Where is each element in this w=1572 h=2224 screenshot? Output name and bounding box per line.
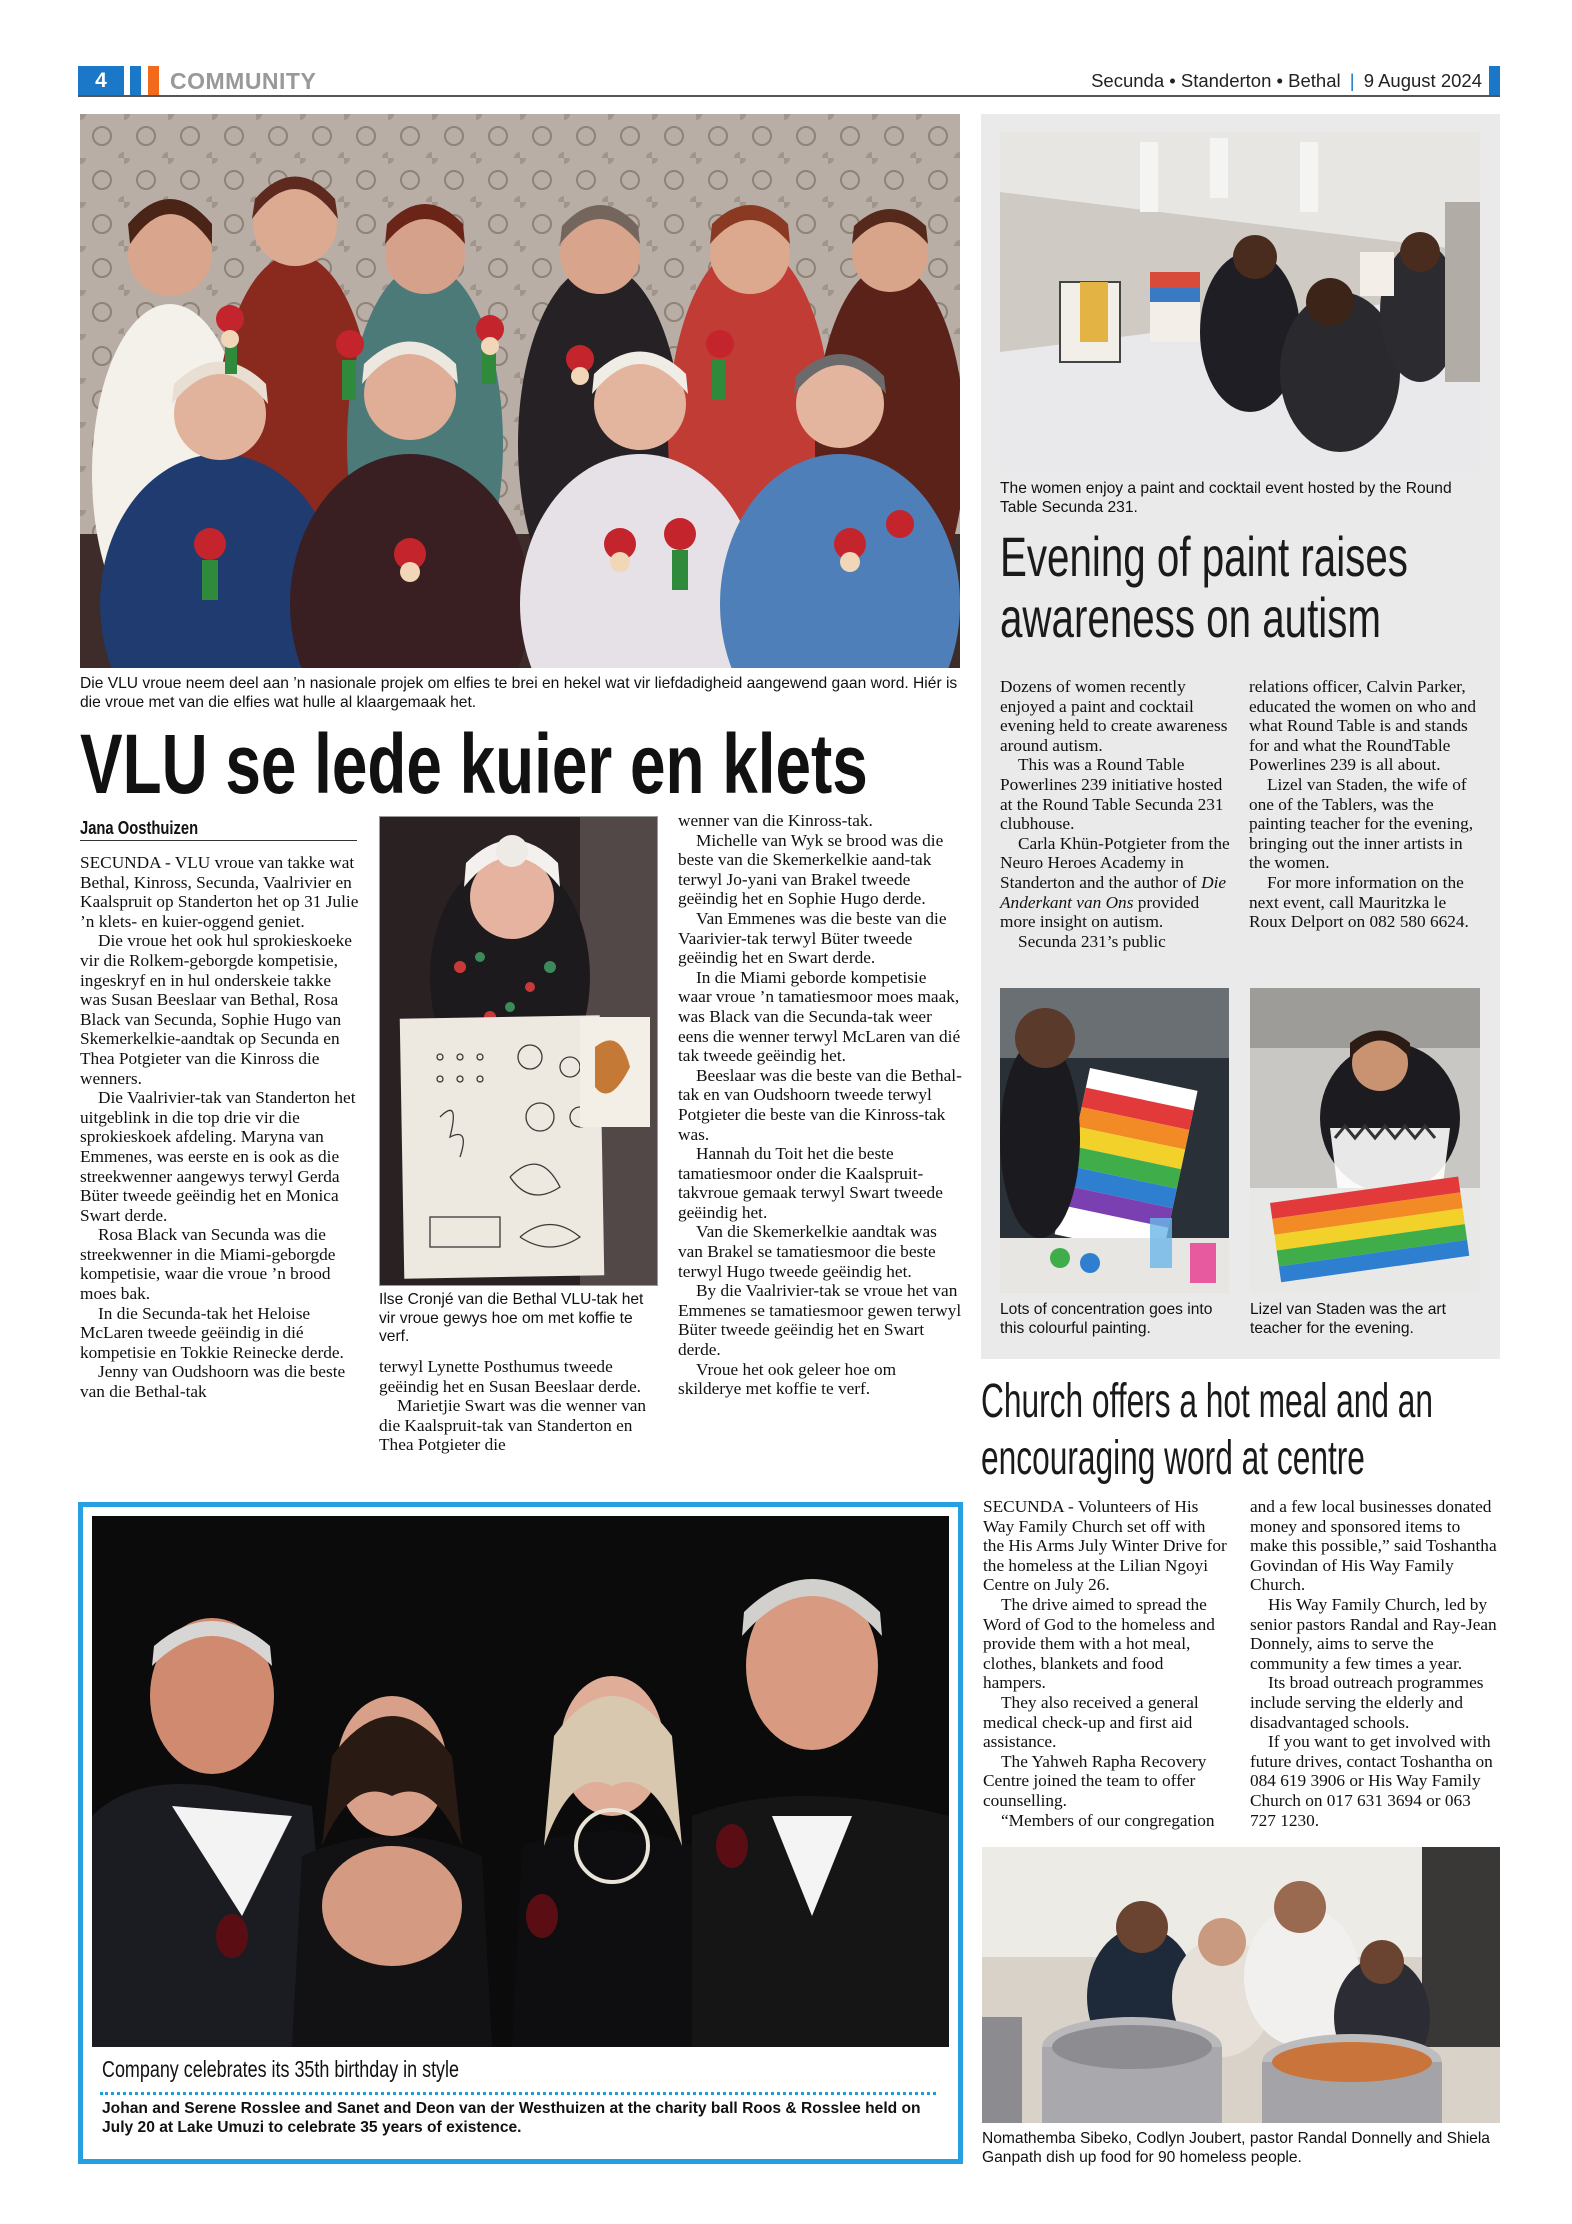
header-separator: | [1349, 70, 1355, 91]
church-col1-p2: The drive aimed to spread the Word of God to the homeless and provide them with a hot meal, clothes, blankets and food hampers. [983, 1594, 1215, 1693]
church-col2-p3: Its broad outreach programmes include serving the elderly and disadvantaged schools. [1250, 1673, 1484, 1732]
rainbow-painting-caption: Lots of concentration goes into this colourful painting. [1000, 1301, 1213, 1337]
vlu-col1-p4: Rosa Black van Secunda was die streekwenner in die Miami-geborgde kompetisie, waar die vroue ’n brood moes bak. [80, 1225, 336, 1304]
header-accent-blue [130, 66, 141, 96]
section-label: COMMUNITY [170, 68, 317, 94]
church-headline-line2: encouraging word at centre [981, 1432, 1365, 1485]
vlu-group-photo [80, 114, 960, 668]
vlu-photo-caption: Die VLU vroue neem deel aan ’n nasionale projek om elfies te brei en hekel wat vir liefdadigheid aangewend gaan word. Hiér is die vroue met van die elfies wat hulle al klaargemaak het. [80, 675, 958, 711]
edition-date: 9 August 2024 [1363, 70, 1482, 91]
rainbow-painting-photo [1000, 988, 1229, 1293]
header-rule [78, 95, 1500, 97]
book-title: Die Anderkant van Ons [1000, 872, 1227, 912]
paint-col1-p3-text: Carla Khün-Potgieter from the Neuro Heroes Academy in Standerton and the author of [1000, 833, 1230, 892]
vlu-col3-p7: Van die Skemerkelkie aandtak was van Brakel se tamatiesmoor die beste terwyl Hugo tweede geëindig het. [678, 1222, 937, 1281]
vlu-headline: VLU se lede kuier en klets [80, 717, 868, 811]
vlu-column-1 [80, 853, 360, 1402]
vlu-col1-p6: Jenny van Oudshoorn was die beste van die Bethal-tak [80, 1362, 346, 1402]
vlu-col3-p6: Hannah du Toit het die beste tamatiesmoor onder die Kaalspruit-takvroue gemaak terwyl Swart tweede geëindig het. [678, 1144, 943, 1222]
page-number: 4 [78, 66, 124, 96]
ball-divider [100, 2092, 936, 2095]
vlu-col1-p3: Die Vaalrivier-tak van Standerton het uitgeblink in die top drie vir die sprokieskoek afdeling. Maryna van Emmenes, was eerste en is ook as die streekwenner aangewys terwyl Gerda Büter tweede geëindig het en Monica Swart derde. [80, 1088, 356, 1225]
edition-info [1091, 68, 1482, 94]
vlu-col3-p3: Van Emmenes was die beste van die Vaarivier-tak terwyl Büter tweede geëindig het en Swart derde. [678, 908, 947, 968]
art-teacher-caption: Lizel van Staden was the art teacher for the evening. [1250, 1301, 1446, 1337]
church-col1-p5: “Members of our congregation [1001, 1810, 1215, 1830]
paint-col2-p3: For more information on the next event, call Mauritzka le Roux Delport on 082 580 6624. [1249, 872, 1469, 932]
paint-col1-p1: Dozens of women recently enjoyed a paint and cocktail evening held to create awareness around autism. [1000, 677, 1228, 755]
church-col1-p3: They also received a general medical check-up and first aid assistance. [983, 1692, 1199, 1752]
church-column-2 [1250, 1497, 1500, 1830]
byline-rule [80, 840, 357, 841]
vlu-byline: Jana Oosthuizen [80, 818, 199, 838]
vlu-col1-p1: SECUNDA - VLU vroue van takke wat Bethal, Kinross, Secunda, Vaalrivier en Kaalspruit op Standerton het op 31 Julie ’n klets- en kuier-oggend geniet. [80, 853, 359, 931]
vlu-col1-p5: In die Secunda-tak het Heloise McLaren tweede geëindig in dié kompetisie en Tokkie Reinecke derde. [80, 1303, 344, 1362]
church-col2-p1: and a few local businesses donated money and sponsored items to make this possible,” said Toshantha Govindan of His Way Family Church. [1250, 1497, 1497, 1595]
charity-ball-photo [92, 1516, 949, 2047]
vlu-column-2-bottom [379, 1357, 656, 1455]
header-accent-right [1489, 66, 1500, 96]
paint-event-photo [1000, 132, 1480, 473]
header-accent-orange [148, 66, 159, 96]
paint-col2-p1: relations officer, Calvin Parker, educated the women on who and what Round Table is and stands for and what the RoundTable Powerlines 239 is all about. [1249, 677, 1476, 775]
church-col2-p4: If you want to get involved with future drives, contact Toshantha on 084 619 3906 or His Way Family Church on 017 631 3694 or 063 727 1230. [1250, 1732, 1493, 1830]
vlu-col3-p4: In die Miami geborde kompetisie waar vroue ’n tamatiesmoor moes maak, was Black van die Secunda-tak weer eens die wenner terwyl McLaren van dié tak tweede geëindig het. [678, 967, 961, 1066]
church-col1-p4: The Yahweh Rapha Recovery Centre joined the team to offer counselling. [983, 1751, 1207, 1810]
vlu-col3-p2: Michelle van Wyk se brood was die beste van die Skemerkelkie aand-tak terwyl Jo-yani van Brakel tweede geëindig het en Sophie Hugo derde. [678, 830, 944, 909]
paint-headline-line2: awareness on autism [1000, 586, 1381, 649]
paint-column-2 [1249, 677, 1481, 932]
paint-col1-p2: This was a Round Table Powerlines 239 initiative hosted at the Round Table Secunda 231 clubhouse. [1000, 755, 1224, 834]
paint-event-caption: The women enjoy a paint and cocktail event hosted by the Round Table Secunda 231. [1000, 480, 1452, 516]
vlu-column-3 [678, 811, 962, 1399]
coffee-painting-photo [379, 816, 658, 1286]
vlu-col3-p9: Vroue het ook geleer hoe om skilderye met koffie te verf. [678, 1359, 897, 1399]
church-col1-p1: SECUNDA - Volunteers of His Way Family Church set off with the His Arms July Winter Drive for the homeless at the Lilian Ngoyi Centre on July 26. [983, 1497, 1227, 1595]
church-column-1 [983, 1497, 1228, 1830]
paint-col1-p4: Secunda 231’s public [1018, 931, 1166, 951]
paint-col2-p2: Lizel van Staden, the wife of one of the Tablers, was the painting teacher for the evening, bringing out the inner artists in the women. [1249, 774, 1474, 873]
vlu-col3-p5: Beeslaar was die beste van die Bethal-tak en van Oudshoorn tweede terwyl Potgieter die beste van die Kinross-tak was. [678, 1065, 962, 1144]
edition-towns: Secunda • Standerton • Bethal [1091, 70, 1341, 91]
church-headline-line1: Church offers a hot meal and an [981, 1375, 1434, 1428]
coffee-painting-caption: Ilse Cronjé van die Bethal VLU-tak het vir vroue gewys hoe om met koffie te verf. [379, 1291, 644, 1345]
art-teacher-photo [1250, 988, 1480, 1293]
church-meal-caption: Nomathemba Sibeko, Codlyn Joubert, pastor Randal Donnelly and Shiela Ganpath dish up food for 90 homeless people. [982, 2130, 1490, 2166]
paint-col1-p3 [1000, 834, 1230, 932]
church-meal-photo [982, 1847, 1500, 2123]
vlu-col3-p1: wenner van die Kinross-tak. [678, 811, 873, 830]
church-col2-p2: His Way Family Church, led by senior pastors Randal and Ray-Jean Donnely, aims to serve the community a few times a year. [1250, 1594, 1497, 1673]
vlu-col1-p2: Die vroue het ook hul sprokieskoeke vir die Rolkem-geborgde kompetisie, ingeskryf en in hul onderskeie takke was Susan Beeslaar van Bethal, Rosa Black van Secunda, Sophie Hugo van Skemerkelkie-aandtak op Secunda en Thea Potgieter van die Kinross die wenners. [80, 931, 352, 1088]
paint-headline-line1: Evening of paint raises [1000, 525, 1408, 588]
paint-column-1 [1000, 677, 1230, 951]
ball-caption: Johan and Serene Rosslee and Sanet and Deon van der Westhuizen at the charity ball Roos & Rosslee held on July 20 at Lake Umuzi to celebrate 35 years of existence. [102, 2100, 921, 2136]
vlu-col2-p2: Marietjie Swart was die wenner van die Kaalspruit-tak van Standerton en Thea Potgieter die [379, 1396, 647, 1455]
ball-headline: Company celebrates its 35th birthday in style [102, 2056, 459, 2082]
vlu-col3-p8: By die Vaalrivier-tak se vroue het van Emmenes se tamatiesmoor gewen terwyl Büter tweede geëindig het en Swart derde. [678, 1281, 962, 1360]
paint-col1-p3-end: provided more insight on autism. [1000, 892, 1200, 932]
vlu-col2-p1: terwyl Lynette Posthumus tweede geëindig het en Susan Beeslaar derde. [379, 1357, 642, 1396]
